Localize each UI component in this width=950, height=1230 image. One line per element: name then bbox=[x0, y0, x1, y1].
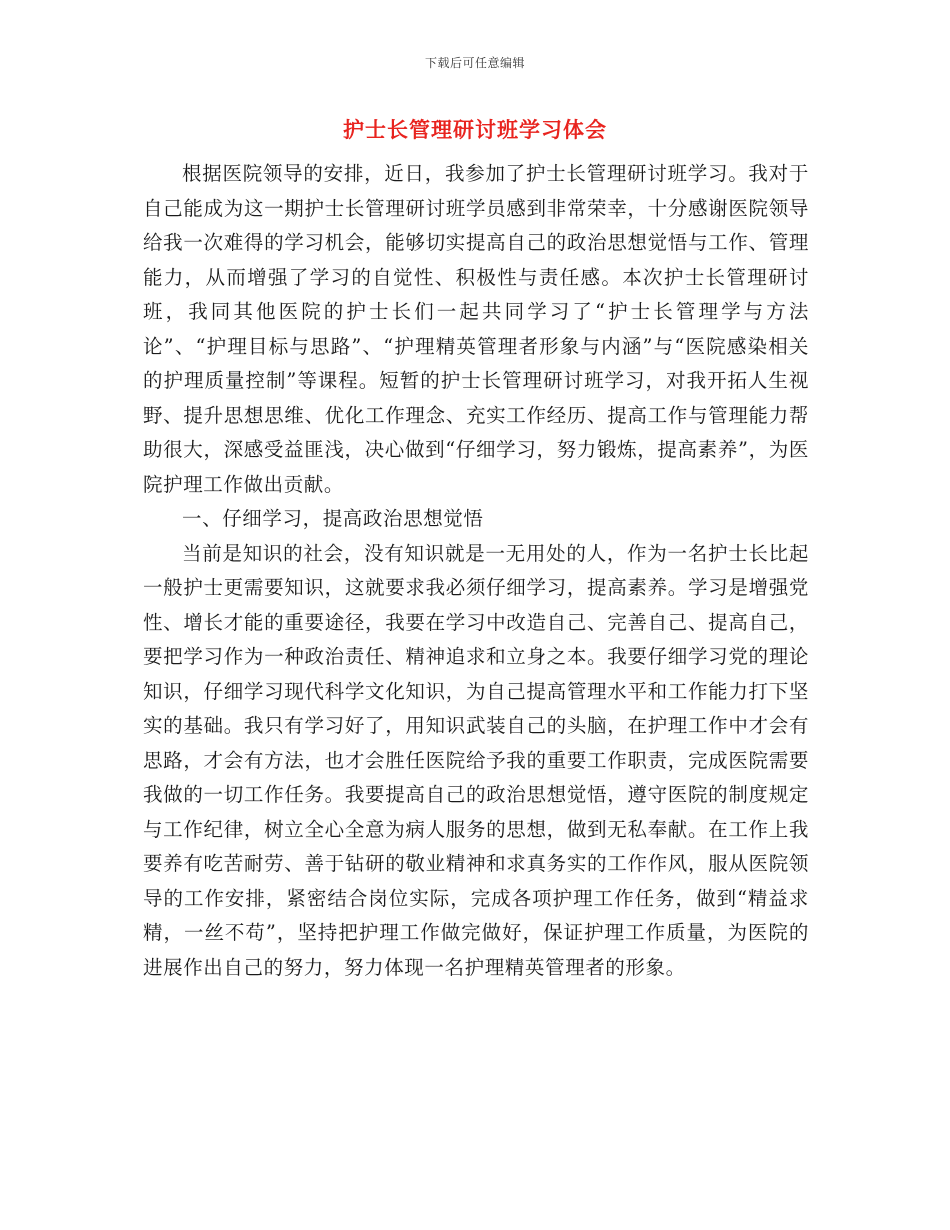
paragraph-intro: 根据医院领导的安排，近日，我参加了护士长管理研讨班学习。我对于自己能成为这一期护士长管理研讨班学员感到非常荣幸，十分感谢医院领导给我一次难得的学习机会，能够切实提高自己的政治思想觉悟与工作、管理能力，从而增强了学习的自觉性、积极性与责任感。本次护士长管理研讨班，我同其他医院的护士长们一起共同学习了“护士长管理学与方法论”、“护理目标与思路”、“护理精英管理者形象与内涵”与“医院感染相关的护理质量控制”等课程。短暂的护士长管理研讨班学习，对我开拓人生视野、提升思想思维、优化工作理念、充实工作经历、提高工作与管理能力帮助很大，深感受益匪浅，决心做到“仔细学习，努力锻炼，提高素养”，为医院护理工作做出贡献。 bbox=[143, 162, 809, 496]
header-note: 下载后可任意编辑 bbox=[424, 56, 525, 70]
paragraph-section-1: 当前是知识的社会，没有知识就是一无用处的人，作为一名护士长比起一般护士更需要知识，这就要求我必须仔细学习，提高素养。学习是增强党性、增长才能的重要途径，我要在学习中改造自己、完善自己、提高自己，要把学习作为一种政治责任、精神追求和立身之本。我要仔细学习党的理论知识，仔细学习现代科学文化知识，为自己提高管理水平和工作能力打下坚实的基础。我只有学习好了，用知识武装自己的头脑，在护理工作中才会有思路，才会有方法，也才会胜任医院给予我的重要工作职责，完成医院需要我做的一切工作任务。我要提高自己的政治思想觉悟，遵守医院的制度规定与工作纪律，树立全心全意为病人服务的思想，做到无私奉献。在工作上我要养有吃苦耐劳、善于钻研的敬业精神和求真务实的工作作风，服从医院领导的工作安排，紧密结合岗位实际，完成各项护理工作任务，做到“精益求精，一丝不苟”，坚持把护理工作做完做好，保证护理工作质量，为医院的进展作出自己的努力，努力体现一名护理精英管理者的形象。 bbox=[143, 541, 809, 979]
document-title: 护士长管理研讨班学习体会 bbox=[343, 117, 607, 142]
section-heading: 一、仔细学习，提高政治思想觉悟 bbox=[182, 507, 484, 530]
document-body bbox=[143, 157, 809, 985]
